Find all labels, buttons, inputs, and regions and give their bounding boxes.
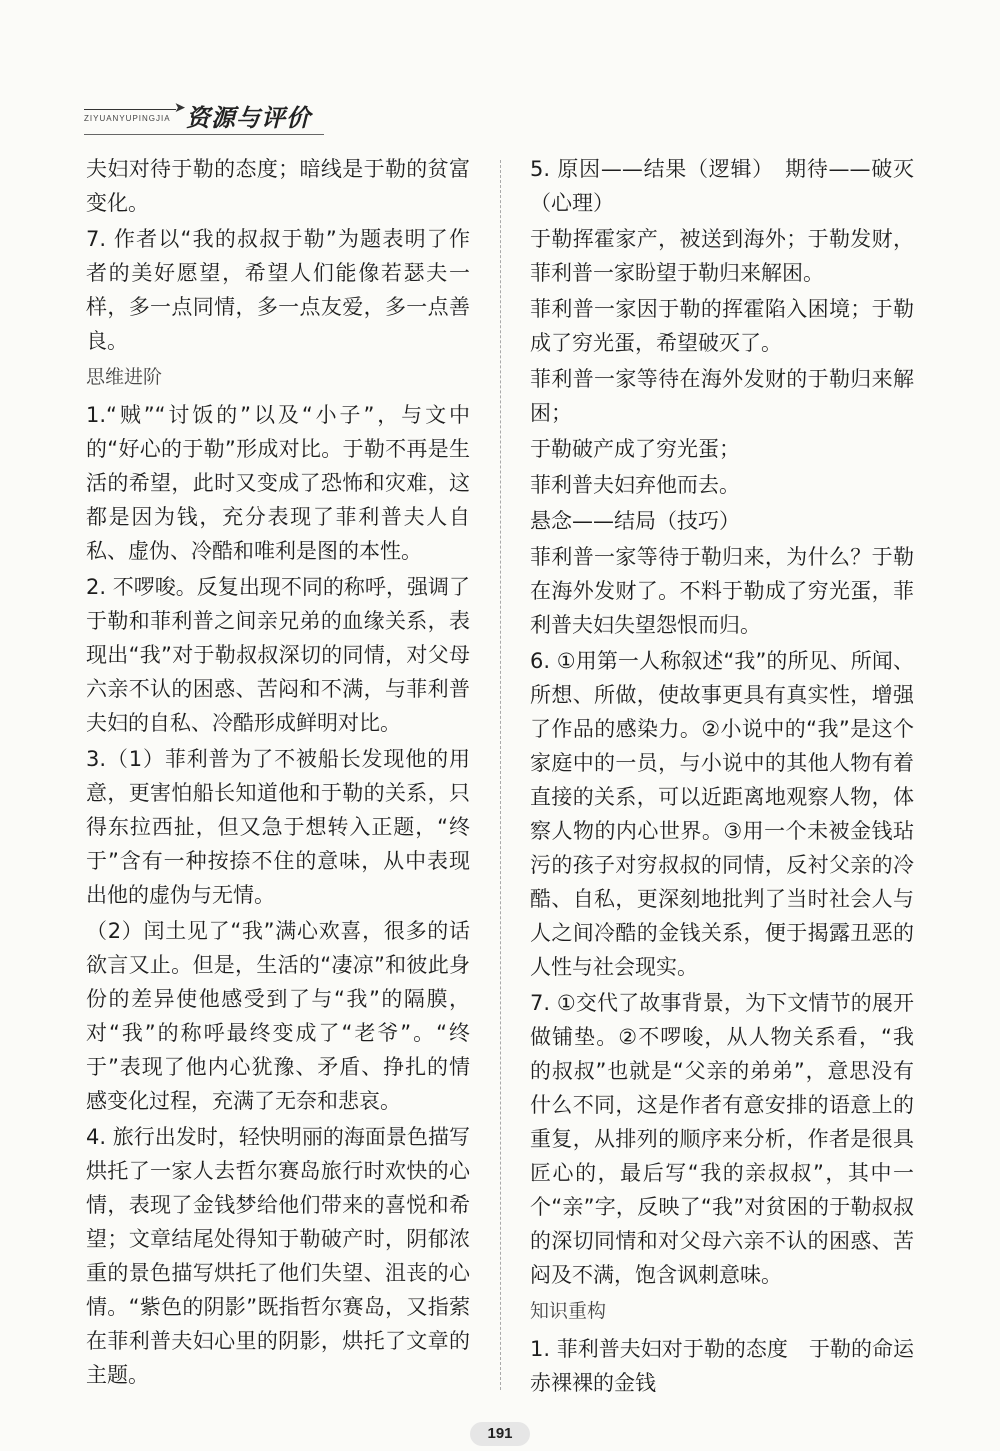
section-heading: 思维进阶 [86,366,163,388]
left-column [86,152,470,1394]
answer-paragraph: 菲利普夫妇弃他而去。 [530,473,740,497]
answer-paragraph: 夫妇对待于勒的态度；暗线是于勒的贫富变化。 [86,157,470,215]
header-rule [84,134,324,135]
answer-paragraph: 7. ①交代了故事背景，为下文情节的展开做铺垫。②不啰唆，从人物关系看，“我的叔叔”也就是“父亲的弟弟”，意思没有什么不同，这是作者有意安排的语意上的重复，从排列的顺序来分析，作者是很具匠心的，最后写“我的亲叔叔”，其中一个“亲”字，反映了“我”对贫困的于勒叔叔的深切同情和对父母六亲不认的困惑、苦闷及不满，饱含讽刺意味。 [530,991,914,1287]
column-divider [500,160,501,1390]
answer-paragraph: 菲利普一家等待在海外发财的于勒归来解困； [530,367,914,425]
answer-paragraph: 1. 菲利普夫妇对于勒的态度 于勒的命运 赤裸裸的金钱 [530,1337,935,1395]
header-pinyin: ZIYUANYUPINGJIA [84,114,171,123]
arrow-right-icon: ➤ [174,100,186,116]
page-header [84,96,384,136]
header-title: 资源与评价 [186,104,311,132]
answer-paragraph: 菲利普一家因于勒的挥霍陷入困境；于勒成了穷光蛋，希望破灭了。 [530,297,914,355]
header-arrow-line [84,109,176,110]
right-column [530,152,935,1402]
answer-paragraph: 悬念——结局（技巧） [530,509,740,533]
answer-paragraph: 4. 旅行出发时，轻快明丽的海面景色描写烘托了一家人去哲尔赛岛旅行时欢快的心情，表现了金钱梦给他们带来的喜悦和希望；文章结尾处得知于勒破产时，阴郁浓重的景色描写烘托了他们失望、沮丧的心情。“紫色的阴影”既指哲尔赛岛，又指萦在菲利普夫妇心里的阴影，烘托了文章的主题。 [86,1125,470,1387]
answer-paragraph: 于勒破产成了穷光蛋； [530,437,740,461]
page-number: 191 [470,1422,530,1446]
answer-paragraph: （2）闰土见了“我”满心欢喜，很多的话欲言又止。但是，生活的“凄凉”和彼此身份的差异使他感受到了与“我”的隔膜，对“我”的称呼最终变成了“老爷”。“终于”表现了他内心犹豫、矛盾、挣扎的情感变化过程，充满了无奈和悲哀。 [86,919,470,1113]
answer-paragraph: 于勒挥霍家产，被送到海外；于勒发财，菲利普一家盼望于勒归来解困。 [530,227,914,285]
section-heading: 知识重构 [530,1300,607,1322]
answer-paragraph: 7. 作者以“我的叔叔于勒”为题表明了作者的美好愿望，希望人们能像若瑟夫一样，多一点同情，多一点友爱，多一点善良。 [86,227,470,353]
answer-paragraph: 菲利普一家等待于勒归来，为什么？于勒在海外发财了。不料于勒成了穷光蛋，菲利普夫妇失望怨恨而归。 [530,545,914,637]
answer-paragraph: 6. ①用第一人称叙述“我”的所见、所闻、所想、所做，使故事更具有真实性，增强了作品的感染力。②小说中的“我”是这个家庭中的一员，与小说中的其他人物有着直接的关系，可以近距离地观察人物，体察人物的内心世界。③用一个未被金钱玷污的孩子对穷叔叔的同情，反衬父亲的冷酷、自私，更深刻地批判了当时社会人与人之间冷酷的金钱关系，便于揭露丑恶的人性与社会现实。 [530,649,914,979]
answer-paragraph: 1.“贼”“讨饭的”以及“小子”，与文中的“好心的于勒”形成对比。于勒不再是生活的希望，此时又变成了恐怖和灾难，这都是因为钱，充分表现了菲利普夫人自私、虚伪、冷酷和唯利是图的本性。 [86,403,470,563]
answer-paragraph: 3.（1）菲利普为了不被船长发现他的用意，更害怕船长知道他和于勒的关系，只得东拉西扯，但又急于想转入正题，“终于”含有一种按捺不住的意味，从中表现出他的虚伪与无情。 [86,747,470,907]
answer-paragraph: 5. 原因——结果（逻辑） 期待——破灭（心理） [530,157,914,215]
answer-paragraph: 2. 不啰唆。反复出现不同的称呼，强调了于勒和菲利普之间亲兄弟的血缘关系，表现出“我”对于勒叔叔深切的同情，对父母六亲不认的困惑、苦闷和不满，与菲利普夫妇的自私、冷酷形成鲜明对比。 [86,575,470,735]
